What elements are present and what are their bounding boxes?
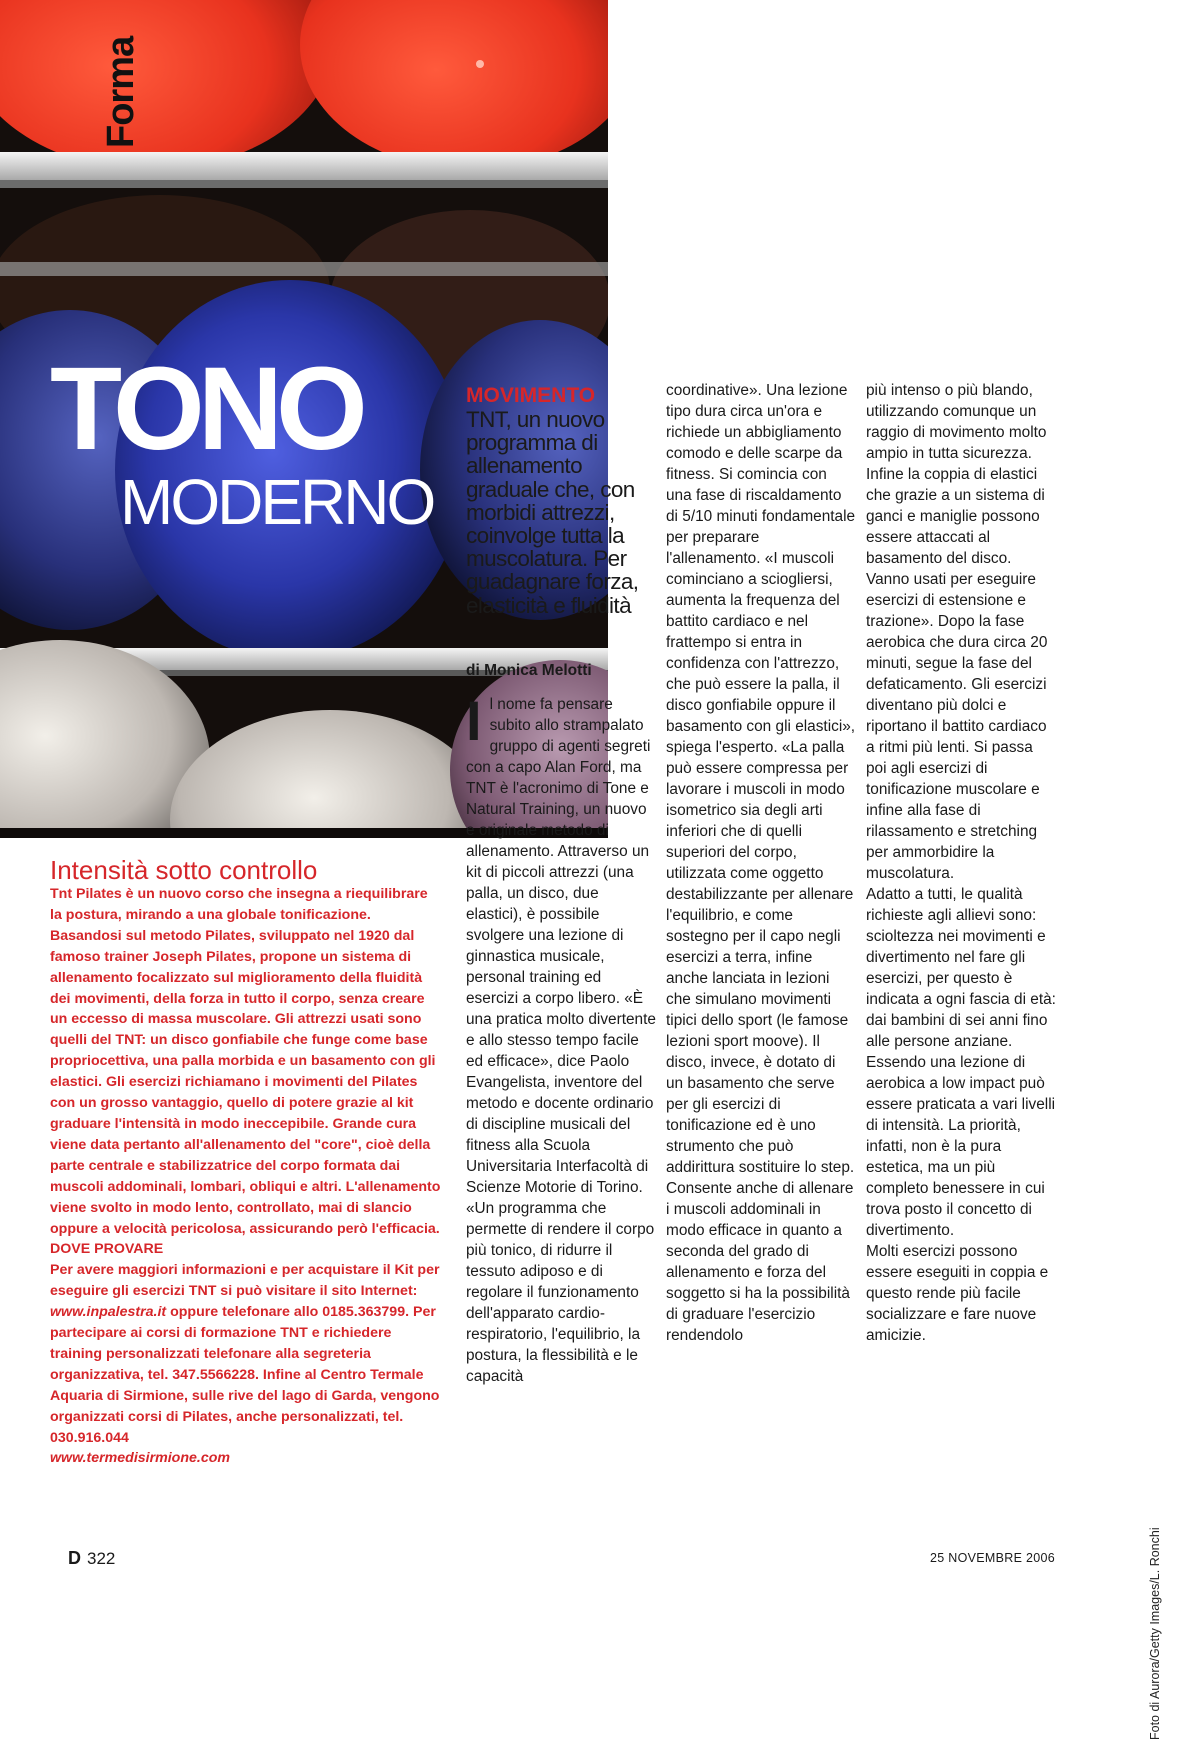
byline: di Monica Melotti <box>466 662 592 679</box>
page-number: D 322 <box>68 1548 116 1568</box>
body-column-2: coordinative». Una lezione tipo dura circa un'ora e richiede un abbigliamento comodo e delle scarpe da fitness. Si comincia con una fase di riscaldamento di 5/10 minuti fondamentale per preparare l'allenamento. «I muscoli cominciano a sciogliersi, aumenta la frequenza del battito cardiaco e nel frattempo si entra in confidenza con l'attrezzo, che può essere la palla, il disco gonfiabile oppure il basamento con gli elastici», spiega l'esperto. «La palla può essere compressa per lavorare i muscoli in modo isometrico sia degli arti inferiori che di quelli superiori del corpo, utilizzata come oggetto destabilizzante per allenare l'equilibrio, e come sostegno per il capo negli esercizi a terra, infine anche lanciata in lezioni che simulano movimenti tipici dello sport (le famose lezioni sport moove). Il disco, invece, è dotato di un basamento che serve per gli esercizi di tonificazione ed è uno strumento che può addirittura sostituire lo step. Consente anche di allenare i muscoli addominali in modo efficace in quanto a seconda del grado di allenamento e forza del soggetto si ha la possibilità di graduare l'esercizio rendendolo <box>666 382 856 1344</box>
sidebar-where-text: Per avere maggiori informazioni e per acquistare il Kit per eseguire gli esercizi TNT si può visitare il sito Internet: www.inpalestra.it oppure telefonare allo 0185.363799. Per partecipare ai corsi di formazione TNT e richiedere training personalizzati telefonare alla segreteria organizzativa, tel. 347.5566228. Infine al Centro Termale Aquaria di Sirmione, sulle rive del lago di Garda, vengono organizzati corsi di Pilates, anche personalizzati, tel. 030.916.044 www.termedisirmione.com <box>50 1262 440 1467</box>
sidebar-subheading: DOVE PROVARE <box>50 1241 164 1258</box>
kicker: MOVIMENTO <box>466 384 596 407</box>
drop-cap: I <box>466 689 482 752</box>
issue-date: 25 NOVEMBRE 2006 <box>930 1551 1055 1565</box>
body-column-3: più intenso o più blando, utilizzando comunque un raggio di movimento molto ampio in tutta sicurezza. Infine la coppia di elastici che grazie a un sistema di ganci e maniglie possono essere attaccati al basamento del disco. Vanno usati per eseguire esercizi di estensione e trazione». Dopo la fase aerobica che dura circa 20 minuti, segue la fase del defaticamento. Gli esercizi diventano più dolci e riportano il battito cardiaco a ritmi più lenti. Si passa poi agli esercizi di tonificazione muscolare e infine alla fase di rilassamento e stretching per ammorbidire la muscolatura. Adatto a tutti, le qualità richieste agli allievi sono: scioltezza nei movimenti e divertimento nel fare gli esercizi, per questo è indicata a ogni fascia di età: dai bambini di sei anni fino alle persone anziane. Essendo una lezione di aerobica a low impact può essere praticata a vari livelli di intensità. La priorità, infatti, non è la pura estetica, ma un più completo benessere in cui trova posto il concetto di divertimento. Molti esercizi possono essere eseguiti in coppia e questo rende più facile socializzare e fare nuove amicizie. <box>866 382 1056 1344</box>
headline-line-1: TONO <box>50 343 361 475</box>
section-label: Forma <box>100 36 142 148</box>
website-link-inpalestra[interactable]: www.inpalestra.it <box>50 1304 167 1321</box>
sidebar-box <box>50 884 442 1469</box>
body-column-1: Il nome fa pensare subito allo strampalato gruppo di agenti segreti con a capo Alan Ford, ma TNT è l'acronimo di Tone e Natural Training, un nuovo e originale metodo di allenamento. Attraverso un kit di piccoli attrezzi (una palla, un disco, due elastici), è possibile svolgere una lezione di ginnastica musicale, personal training ed esercizi a corpo libero. «È una pratica molto divertente e allo stesso tempo facile ed efficace», dice Paolo Evangelista, inventore del metodo e docente ordinario di discipline musicali del fitness alla Scuola Universitaria Interfacoltà di Scienze Motorie di Torino. «Un programma che permette di rendere il corpo più tonico, di ridurre il tessuto adiposo e di regolare il funzionamento dell'apparato cardio-respiratorio, l'equilibrio, la postura, la flessibilità e le capacità <box>466 689 656 1385</box>
photo-credit: Foto di Aurora/Getty Images/L. Ronchi <box>1148 1527 1162 1740</box>
headline-line-2: MODERNO <box>120 466 434 538</box>
sidebar-text: Tnt Pilates è un nuovo corso che insegna a riequilibrare la postura, mirando a una globale tonificazione. Basandosi sul metodo Pilates, sviluppato nel 1920 dal famoso trainer Joseph Pilates, propone un sistema di allenamento focalizzato sul miglioramento della fluidità dei movimenti, della forza in tutto il corpo, senza creare un eccesso di massa muscolare. Gli attrezzi usati sono quelli del TNT: un disco gonfiabile che funge come base propriocettiva, una palla morbida e un basamento con gli elastici. Gli esercizi richiamano i movimenti del Pilates con un grosso vantaggio, quello di potere grazie al kit graduare l'intensità in modo ineccepibile. Grande cura viene data pertanto all'allenamento del "core", cioè della parte centrale e stabilizzatrice del corpo formata dai muscoli addominali, lombari, obliqui e altri. L'allenamento viene svolto in modo lento, controllato, mai di slancio oppure a velocità pericolosa, assicurando però l'efficacia. <box>50 886 441 1237</box>
standfirst: TNT, un nuovo programma di allenamento graduale che, con morbidi attrezzi, coinvolge tutta la muscolatura. Per guadagnare forza, elasticità e fluidità <box>466 407 639 618</box>
website-link-termedisirmione[interactable]: www.termedisirmione.com <box>50 1450 231 1467</box>
sidebar-heading: Intensità sotto controllo <box>50 855 318 885</box>
